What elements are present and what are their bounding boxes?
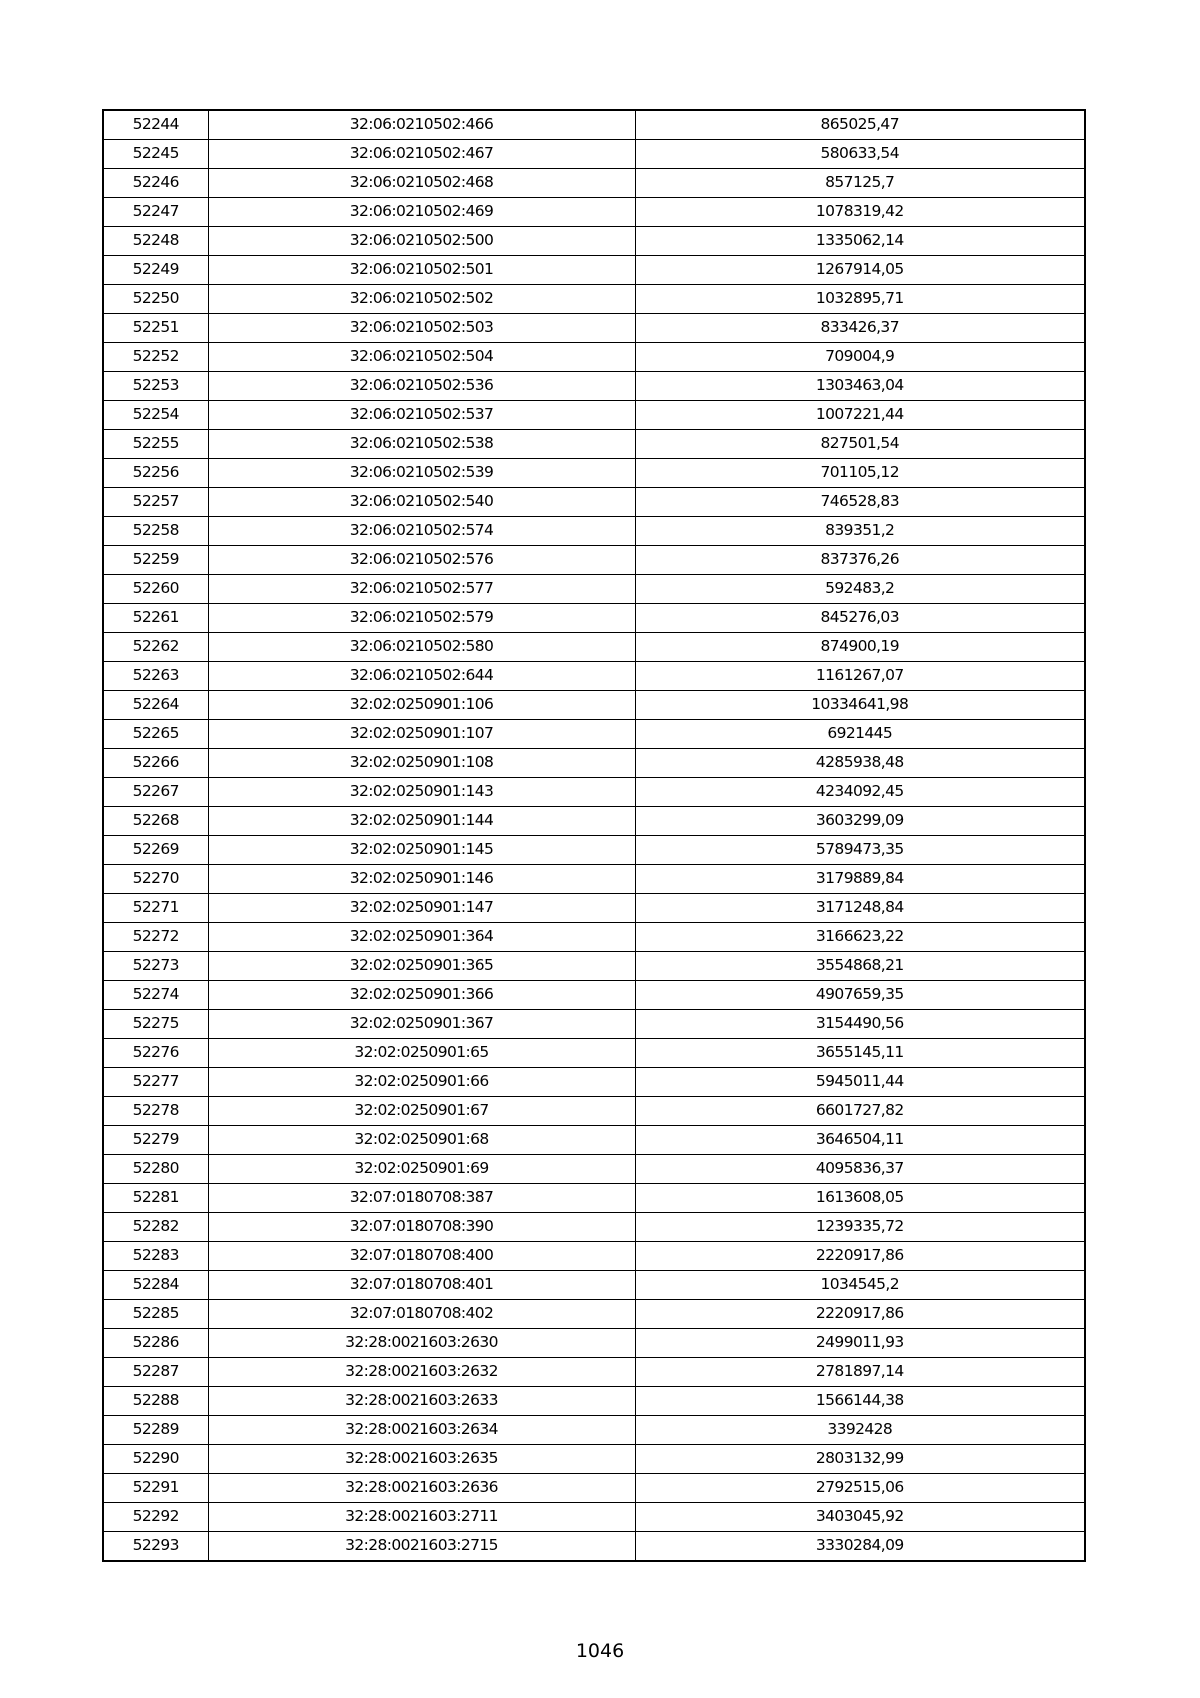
cadastral-number-cell: 32:07:0180708:387 (208, 1184, 635, 1213)
row-number-cell: 52284 (103, 1271, 208, 1300)
row-number-cell: 52263 (103, 662, 208, 691)
row-number-cell: 52264 (103, 691, 208, 720)
cadastral-number-cell: 32:06:0210502:466 (208, 110, 635, 140)
cadastral-number-cell: 32:02:0250901:143 (208, 778, 635, 807)
table-row (103, 488, 1085, 517)
row-number-cell: 52269 (103, 836, 208, 865)
row-number-cell: 52259 (103, 546, 208, 575)
cadastral-number-cell: 32:02:0250901:367 (208, 1010, 635, 1039)
cadastral-number-cell: 32:28:0021603:2632 (208, 1358, 635, 1387)
cadastral-number-cell: 32:02:0250901:66 (208, 1068, 635, 1097)
table-row (103, 981, 1085, 1010)
row-number-cell: 52260 (103, 575, 208, 604)
cadastral-number-cell: 32:06:0210502:537 (208, 401, 635, 430)
row-number-cell: 52271 (103, 894, 208, 923)
cadastral-value-cell: 1303463,04 (635, 372, 1085, 401)
table-row (103, 807, 1085, 836)
table-row (103, 1213, 1085, 1242)
cadastral-number-cell: 32:02:0250901:146 (208, 865, 635, 894)
table-row (103, 1300, 1085, 1329)
row-number-cell: 52253 (103, 372, 208, 401)
row-number-cell: 52262 (103, 633, 208, 662)
row-number-cell: 52247 (103, 198, 208, 227)
row-number-cell: 52278 (103, 1097, 208, 1126)
row-number-cell: 52292 (103, 1503, 208, 1532)
table-row (103, 662, 1085, 691)
row-number-cell: 52261 (103, 604, 208, 633)
cadastral-number-cell: 32:02:0250901:106 (208, 691, 635, 720)
cadastral-value-cell: 833426,37 (635, 314, 1085, 343)
cadastral-value-cell: 709004,9 (635, 343, 1085, 372)
cadastral-value-cell: 3403045,92 (635, 1503, 1085, 1532)
table-row (103, 1358, 1085, 1387)
cadastral-value-cell: 2781897,14 (635, 1358, 1085, 1387)
cadastral-value-cell: 1267914,05 (635, 256, 1085, 285)
row-number-cell: 52265 (103, 720, 208, 749)
cadastral-number-cell: 32:06:0210502:467 (208, 140, 635, 169)
row-number-cell: 52282 (103, 1213, 208, 1242)
cadastral-number-cell: 32:02:0250901:147 (208, 894, 635, 923)
table-row (103, 227, 1085, 256)
cadastral-number-cell: 32:06:0210502:501 (208, 256, 635, 285)
cadastral-number-cell: 32:07:0180708:400 (208, 1242, 635, 1271)
cadastral-value-cell: 2792515,06 (635, 1474, 1085, 1503)
table-row (103, 778, 1085, 807)
table-row (103, 1155, 1085, 1184)
cadastral-value-cell: 1078319,42 (635, 198, 1085, 227)
cadastral-number-cell: 32:06:0210502:469 (208, 198, 635, 227)
row-number-cell: 52286 (103, 1329, 208, 1358)
cadastral-value-cell: 3392428 (635, 1416, 1085, 1445)
table-row (103, 372, 1085, 401)
cadastral-number-cell: 32:06:0210502:576 (208, 546, 635, 575)
cadastral-value-cell: 839351,2 (635, 517, 1085, 546)
table-row (103, 1503, 1085, 1532)
table-row (103, 1097, 1085, 1126)
table-row (103, 1445, 1085, 1474)
cadastral-number-cell: 32:06:0210502:503 (208, 314, 635, 343)
cadastral-number-cell: 32:02:0250901:67 (208, 1097, 635, 1126)
cadastral-number-cell: 32:06:0210502:504 (208, 343, 635, 372)
table-row (103, 1329, 1085, 1358)
cadastral-value-cell: 3603299,09 (635, 807, 1085, 836)
cadastral-value-cell: 4234092,45 (635, 778, 1085, 807)
cadastral-value-cell: 592483,2 (635, 575, 1085, 604)
table-row (103, 140, 1085, 169)
row-number-cell: 52272 (103, 923, 208, 952)
row-number-cell: 52255 (103, 430, 208, 459)
cadastral-value-cell: 3154490,56 (635, 1010, 1085, 1039)
cadastral-value-cell: 3554868,21 (635, 952, 1085, 981)
row-number-cell: 52274 (103, 981, 208, 1010)
cadastral-value-cell: 580633,54 (635, 140, 1085, 169)
cadastral-number-cell: 32:07:0180708:401 (208, 1271, 635, 1300)
cadastral-value-cell: 2803132,99 (635, 1445, 1085, 1474)
table-row (103, 430, 1085, 459)
page-number: 1046 (575, 1640, 625, 1662)
row-number-cell: 52280 (103, 1155, 208, 1184)
row-number-cell: 52249 (103, 256, 208, 285)
cadastral-number-cell: 32:07:0180708:390 (208, 1213, 635, 1242)
cadastral-number-cell: 32:28:0021603:2711 (208, 1503, 635, 1532)
table-row (103, 1416, 1085, 1445)
cadastral-value-cell: 3646504,11 (635, 1126, 1085, 1155)
table-row (103, 1271, 1085, 1300)
row-number-cell: 52267 (103, 778, 208, 807)
table-row (103, 110, 1085, 140)
cadastral-number-cell: 32:28:0021603:2715 (208, 1532, 635, 1562)
cadastral-number-cell: 32:02:0250901:365 (208, 952, 635, 981)
cadastral-number-cell: 32:28:0021603:2633 (208, 1387, 635, 1416)
table-row (103, 952, 1085, 981)
row-number-cell: 52257 (103, 488, 208, 517)
table-row (103, 1184, 1085, 1213)
row-number-cell: 52285 (103, 1300, 208, 1329)
row-number-cell: 52254 (103, 401, 208, 430)
table-row (103, 633, 1085, 662)
table-row (103, 401, 1085, 430)
cadastral-value-cell: 1032895,71 (635, 285, 1085, 314)
cadastral-value-cell: 1034545,2 (635, 1271, 1085, 1300)
cadastral-value-cell: 701105,12 (635, 459, 1085, 488)
table-row (103, 865, 1085, 894)
table-row (103, 1532, 1085, 1562)
cadastral-number-cell: 32:02:0250901:366 (208, 981, 635, 1010)
table-row (103, 604, 1085, 633)
table-row (103, 691, 1085, 720)
row-number-cell: 52270 (103, 865, 208, 894)
row-number-cell: 52281 (103, 1184, 208, 1213)
cadastral-number-cell: 32:28:0021603:2634 (208, 1416, 635, 1445)
cadastral-value-cell: 5789473,35 (635, 836, 1085, 865)
row-number-cell: 52258 (103, 517, 208, 546)
table-row (103, 923, 1085, 952)
row-number-cell: 52244 (103, 110, 208, 140)
cadastral-value-cell: 874900,19 (635, 633, 1085, 662)
table-row (103, 575, 1085, 604)
table-row (103, 343, 1085, 372)
row-number-cell: 52288 (103, 1387, 208, 1416)
cadastral-value-cell: 1161267,07 (635, 662, 1085, 691)
cadastral-value-cell: 6921445 (635, 720, 1085, 749)
cadastral-value-cell: 2220917,86 (635, 1300, 1085, 1329)
cadastral-value-cell: 4907659,35 (635, 981, 1085, 1010)
table-row (103, 198, 1085, 227)
cadastral-value-cell: 1566144,38 (635, 1387, 1085, 1416)
cadastral-value-cell: 857125,7 (635, 169, 1085, 198)
row-number-cell: 52277 (103, 1068, 208, 1097)
table-row (103, 546, 1085, 575)
cadastral-number-cell: 32:06:0210502:579 (208, 604, 635, 633)
cadastral-value-cell: 3166623,22 (635, 923, 1085, 952)
cadastral-number-cell: 32:06:0210502:539 (208, 459, 635, 488)
table-row (103, 749, 1085, 778)
table-row (103, 314, 1085, 343)
row-number-cell: 52245 (103, 140, 208, 169)
cadastral-value-cell: 1007221,44 (635, 401, 1085, 430)
cadastral-number-cell: 32:06:0210502:536 (208, 372, 635, 401)
row-number-cell: 52287 (103, 1358, 208, 1387)
row-number-cell: 52251 (103, 314, 208, 343)
cadastral-value-cell: 4285938,48 (635, 749, 1085, 778)
cadastral-value-cell: 5945011,44 (635, 1068, 1085, 1097)
cadastral-value-cell: 3655145,11 (635, 1039, 1085, 1068)
cadastral-value-cell: 1613608,05 (635, 1184, 1085, 1213)
cadastral-value-cell: 3171248,84 (635, 894, 1085, 923)
table-row (103, 1039, 1085, 1068)
cadastral-value-cell: 6601727,82 (635, 1097, 1085, 1126)
row-number-cell: 52252 (103, 343, 208, 372)
table-row (103, 285, 1085, 314)
cadastral-number-cell: 32:02:0250901:145 (208, 836, 635, 865)
cadastral-value-cell: 1239335,72 (635, 1213, 1085, 1242)
table-row (103, 1474, 1085, 1503)
row-number-cell: 52279 (103, 1126, 208, 1155)
cadastral-value-cell: 827501,54 (635, 430, 1085, 459)
row-number-cell: 52273 (103, 952, 208, 981)
cadastral-value-cell: 2499011,93 (635, 1329, 1085, 1358)
cadastral-value-cell: 10334641,98 (635, 691, 1085, 720)
row-number-cell: 52293 (103, 1532, 208, 1562)
table-row (103, 1242, 1085, 1271)
cadastral-number-cell: 32:28:0021603:2635 (208, 1445, 635, 1474)
table-row (103, 836, 1085, 865)
cadastral-value-cell: 865025,47 (635, 110, 1085, 140)
cadastral-number-cell: 32:02:0250901:107 (208, 720, 635, 749)
row-number-cell: 52250 (103, 285, 208, 314)
cadastral-number-cell: 32:28:0021603:2630 (208, 1329, 635, 1358)
cadastral-value-cell: 845276,03 (635, 604, 1085, 633)
table-row (103, 1010, 1085, 1039)
cadastral-number-cell: 32:06:0210502:577 (208, 575, 635, 604)
table-row (103, 169, 1085, 198)
cadastral-number-cell: 32:06:0210502:644 (208, 662, 635, 691)
table-row (103, 1068, 1085, 1097)
row-number-cell: 52289 (103, 1416, 208, 1445)
table-row (103, 894, 1085, 923)
cadastral-value-cell: 837376,26 (635, 546, 1085, 575)
cadastral-number-cell: 32:02:0250901:108 (208, 749, 635, 778)
row-number-cell: 52256 (103, 459, 208, 488)
cadastral-value-cell: 4095836,37 (635, 1155, 1085, 1184)
cadastral-number-cell: 32:28:0021603:2636 (208, 1474, 635, 1503)
cadastral-number-cell: 32:02:0250901:69 (208, 1155, 635, 1184)
row-number-cell: 52266 (103, 749, 208, 778)
cadastral-number-cell: 32:02:0250901:68 (208, 1126, 635, 1155)
cadastral-value-cell: 2220917,86 (635, 1242, 1085, 1271)
cadastral-number-cell: 32:02:0250901:144 (208, 807, 635, 836)
cadastral-value-cell: 3330284,09 (635, 1532, 1085, 1562)
cadastral-number-cell: 32:06:0210502:500 (208, 227, 635, 256)
cadastral-number-cell: 32:02:0250901:65 (208, 1039, 635, 1068)
cadastral-number-cell: 32:07:0180708:402 (208, 1300, 635, 1329)
cadastral-value-cell: 746528,83 (635, 488, 1085, 517)
row-number-cell: 52283 (103, 1242, 208, 1271)
row-number-cell: 52276 (103, 1039, 208, 1068)
row-number-cell: 52291 (103, 1474, 208, 1503)
cadastral-value-cell: 3179889,84 (635, 865, 1085, 894)
row-number-cell: 52248 (103, 227, 208, 256)
table-row (103, 459, 1085, 488)
table-body (103, 110, 1085, 1561)
cadastral-number-cell: 32:06:0210502:468 (208, 169, 635, 198)
cadastral-number-cell: 32:06:0210502:540 (208, 488, 635, 517)
cadastral-value-table (102, 109, 1086, 1562)
cadastral-number-cell: 32:06:0210502:580 (208, 633, 635, 662)
row-number-cell: 52275 (103, 1010, 208, 1039)
table-row (103, 1126, 1085, 1155)
cadastral-number-cell: 32:06:0210502:574 (208, 517, 635, 546)
cadastral-number-cell: 32:02:0250901:364 (208, 923, 635, 952)
cadastral-value-cell: 1335062,14 (635, 227, 1085, 256)
cadastral-number-cell: 32:06:0210502:502 (208, 285, 635, 314)
cadastral-number-cell: 32:06:0210502:538 (208, 430, 635, 459)
table-row (103, 517, 1085, 546)
row-number-cell: 52246 (103, 169, 208, 198)
table-row (103, 720, 1085, 749)
table-row (103, 1387, 1085, 1416)
row-number-cell: 52290 (103, 1445, 208, 1474)
row-number-cell: 52268 (103, 807, 208, 836)
table-row (103, 256, 1085, 285)
